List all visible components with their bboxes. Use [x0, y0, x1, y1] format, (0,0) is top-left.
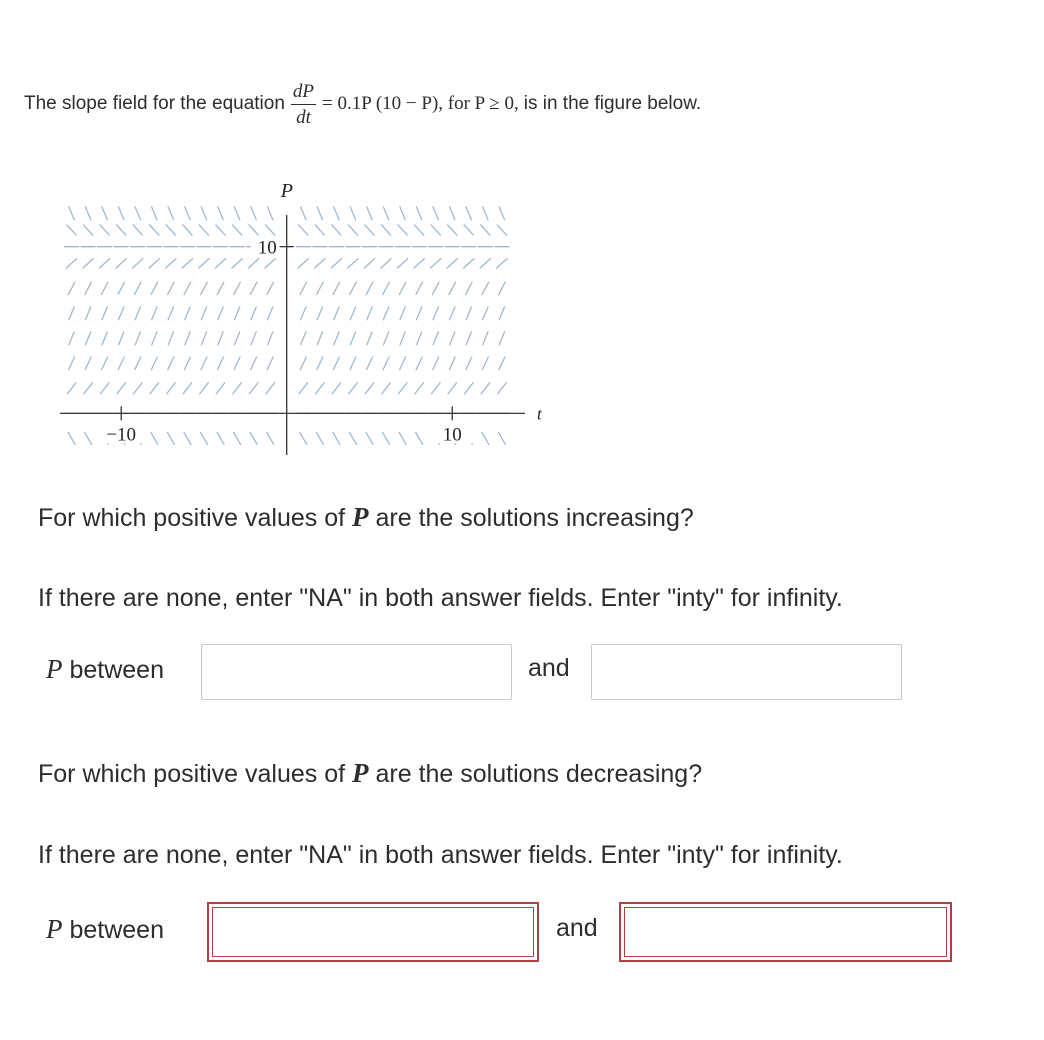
instructions-decreasing: If there are none, enter "NA" in both answer fields. Enter "inty" for infinity. [38, 841, 843, 869]
instructions-increasing: If there are none, enter "NA" in both answer fields. Enter "inty" for infinity. [38, 584, 843, 612]
slope-field-chart [55, 175, 555, 455]
equation-text: = 0.1P (10 − P), for P ≥ 0, [322, 93, 519, 114]
slope-segment [416, 357, 422, 370]
slope-segment [300, 432, 307, 444]
slope-segment [149, 259, 159, 268]
slope-segment [102, 332, 107, 345]
slope-segment [152, 207, 157, 220]
slope-segment [151, 432, 158, 444]
slope-segment [497, 225, 506, 235]
slope-segment [498, 383, 507, 394]
slope-segment [448, 225, 457, 235]
slope-segment [334, 307, 339, 320]
slope-segment [431, 225, 440, 235]
slope-segment [135, 357, 141, 370]
slope-segment [332, 225, 341, 235]
slope-segment [333, 432, 340, 444]
fraction-numerator: dP [292, 80, 315, 102]
slope-segment [218, 357, 224, 370]
slope-segment [431, 383, 440, 394]
slope-segment [217, 432, 224, 444]
slope-segment [135, 332, 140, 345]
slope-segment [102, 207, 107, 220]
slope-segment [250, 282, 257, 294]
slope-segment [218, 207, 223, 220]
slope-segment [482, 357, 488, 370]
slope-segment [85, 307, 90, 320]
slope-segment [432, 282, 439, 294]
slope-segment [267, 432, 274, 444]
question-decreasing [38, 758, 702, 789]
between-label-increasing [46, 654, 164, 685]
slope-segment [66, 259, 76, 268]
slope-segment [248, 259, 258, 268]
slope-segment [151, 282, 158, 294]
slope-segment [298, 259, 308, 268]
slope-segment [464, 225, 473, 235]
slope-segment [185, 332, 190, 345]
between-label-decreasing [46, 914, 164, 945]
slope-segment [382, 383, 391, 394]
decreasing-upper-input[interactable] [621, 904, 950, 960]
slope-segment [300, 357, 306, 370]
slope-segment [267, 357, 273, 370]
slope-segment [483, 307, 488, 320]
slope-segment [333, 282, 340, 294]
slope-segment [249, 383, 258, 394]
slope-segment [301, 332, 306, 345]
slope-segment [349, 432, 356, 444]
slope-segment [416, 207, 421, 220]
slope-segment [251, 332, 256, 345]
slope-segment [498, 432, 505, 444]
slope-segment [182, 259, 192, 268]
question-increasing [38, 502, 694, 533]
slope-segment [232, 259, 242, 268]
slope-segment [100, 225, 109, 235]
slope-segment [483, 332, 488, 345]
slope-segment [399, 282, 406, 294]
slope-segment [466, 357, 472, 370]
slope-segment [383, 432, 390, 444]
slope-segment [85, 357, 91, 370]
slope-segment [266, 383, 275, 394]
slope-segment [69, 332, 74, 345]
slope-segment [348, 225, 357, 235]
slope-segment [183, 383, 192, 394]
question-increasing-prefix: For which positive values of [38, 504, 346, 532]
slope-segment [268, 332, 273, 345]
slope-segment [183, 225, 192, 235]
slope-segment [166, 259, 176, 268]
slope-segment [299, 383, 308, 394]
increasing-upper-field-box [591, 644, 902, 700]
slope-segment [201, 357, 207, 370]
slope-segment [185, 207, 190, 220]
slope-segment [398, 383, 407, 394]
slope-segment [399, 432, 406, 444]
question-decreasing-var: P [352, 758, 369, 788]
slope-segment [301, 207, 306, 220]
slope-segment [133, 383, 142, 394]
slope-segment [150, 225, 159, 235]
slope-segment [133, 259, 143, 268]
slope-segment [69, 307, 74, 320]
slope-segment [364, 259, 374, 268]
slope-segment [251, 307, 256, 320]
slope-segment [499, 207, 504, 220]
slope-segment [117, 225, 126, 235]
slope-segment [250, 432, 257, 444]
between-text-decreasing: between [69, 916, 164, 944]
slope-segment [449, 357, 455, 370]
slope-segment [85, 282, 92, 294]
slope-segment [332, 383, 341, 394]
slope-segment [265, 259, 275, 268]
slope-segment [200, 383, 209, 394]
slope-segment [315, 259, 325, 268]
fraction-denominator: dt [296, 106, 311, 128]
slope-segment [265, 225, 274, 235]
slope-segment [348, 259, 358, 268]
slope-segment [433, 207, 438, 220]
slope-segment [317, 282, 324, 294]
slope-segment [83, 225, 92, 235]
slope-segment [83, 259, 93, 268]
slope-segment [68, 282, 75, 294]
slope-segment [267, 307, 272, 320]
slope-segment [251, 207, 256, 220]
slope-segment [218, 307, 223, 320]
slope-segment [450, 307, 455, 320]
t-tick-label: 10 [442, 424, 462, 446]
slope-segment [216, 225, 225, 235]
slope-segment [102, 357, 108, 370]
slope-segment [483, 207, 488, 220]
slope-segment [317, 332, 322, 345]
slope-segment [216, 383, 225, 394]
slope-segment [367, 207, 372, 220]
slope-segment [184, 282, 191, 294]
slope-segment [447, 259, 457, 268]
slope-segment [431, 259, 441, 268]
slope-segment [201, 282, 208, 294]
slope-segment [317, 307, 322, 320]
p-axis-label: P [280, 180, 293, 202]
slope-segment [400, 332, 405, 345]
decreasing-lower-field-box [207, 902, 539, 962]
slope-segment [349, 383, 358, 394]
slope-segment [400, 207, 405, 220]
intro-prefix: The slope field for the equation [24, 93, 285, 114]
slope-segment [482, 432, 489, 444]
slope-segment [119, 207, 124, 220]
slope-segment [218, 332, 223, 345]
slope-segment [234, 282, 241, 294]
slope-segment [200, 432, 207, 444]
slope-segment [68, 432, 75, 444]
slope-segment [366, 432, 373, 444]
slope-segment [118, 282, 125, 294]
t-tick-label: −10 [106, 424, 137, 446]
slope-segment [499, 332, 504, 345]
slope-segment [350, 207, 355, 220]
slope-segment [201, 207, 206, 220]
slope-segment [233, 383, 242, 394]
slope-segment [166, 225, 175, 235]
slope-segment [333, 357, 339, 370]
slope-segment [85, 432, 92, 444]
slope-segment [416, 307, 421, 320]
slope-segment [201, 307, 206, 320]
slope-segment [482, 282, 489, 294]
slope-segment [267, 282, 274, 294]
slope-segment [381, 225, 390, 235]
slope-segment [366, 282, 373, 294]
slope-segment [85, 207, 90, 220]
between-var-decreasing: P [46, 914, 63, 944]
slope-segment [400, 307, 405, 320]
decreasing-upper-field-box [619, 902, 952, 962]
slope-segment [464, 259, 474, 268]
question-increasing-suffix: are the solutions increasing? [375, 504, 694, 532]
slope-segment [99, 259, 109, 268]
slope-segment [300, 282, 307, 294]
slope-segment [168, 282, 175, 294]
slope-segment [383, 357, 389, 370]
slope-segment [350, 332, 355, 345]
slope-segment [168, 357, 174, 370]
slope-segment [350, 282, 357, 294]
slope-segment [499, 282, 506, 294]
slope-segment [315, 225, 324, 235]
slope-segment [466, 307, 471, 320]
slope-segment [251, 357, 257, 370]
slope-segment [301, 307, 306, 320]
slope-segment [416, 432, 423, 444]
slope-segment [383, 282, 390, 294]
slope-segment [417, 332, 422, 345]
slope-segment [450, 332, 455, 345]
slope-segment [234, 207, 239, 220]
slope-segment [118, 357, 124, 370]
slope-segment [433, 307, 438, 320]
slope-segment [152, 307, 157, 320]
and-label-decreasing: and [556, 914, 598, 942]
slope-segment [232, 225, 241, 235]
slope-segment [135, 207, 140, 220]
slope-segment [466, 332, 471, 345]
slope-segment [499, 357, 505, 370]
slope-segment [119, 307, 124, 320]
slope-segment [267, 207, 272, 220]
slope-segment [133, 225, 142, 235]
slope-segment [185, 307, 190, 320]
slope-segment [201, 332, 206, 345]
and-label-increasing: and [528, 654, 570, 682]
slope-segment [317, 357, 323, 370]
slope-segment [117, 383, 126, 394]
slope-segment [234, 332, 239, 345]
slope-segment [383, 332, 388, 345]
slope-segment [449, 282, 456, 294]
slope-segment [167, 383, 176, 394]
slope-segment [150, 383, 159, 394]
question-decreasing-prefix: For which positive values of [38, 760, 346, 788]
slope-segment [381, 259, 391, 268]
slope-segment [433, 332, 438, 345]
slope-segment [116, 259, 126, 268]
slope-segment [450, 207, 455, 220]
slope-segment [397, 259, 407, 268]
slope-segment [199, 225, 208, 235]
decreasing-lower-input[interactable] [209, 904, 537, 960]
question-decreasing-suffix: are the solutions decreasing? [375, 760, 703, 788]
slope-segment [367, 332, 372, 345]
slope-segment [168, 307, 173, 320]
problem-intro [24, 78, 701, 130]
slope-segment [481, 225, 490, 235]
slope-segment [249, 225, 258, 235]
slope-segment [184, 357, 190, 370]
slope-segment [316, 383, 325, 394]
slope-segment [415, 383, 424, 394]
slope-segment [184, 432, 191, 444]
slope-segment [85, 332, 90, 345]
slope-segment [67, 225, 76, 235]
slope-segment [383, 207, 388, 220]
slope-segment [433, 357, 439, 370]
slope-segment [466, 207, 471, 220]
slope-segment [334, 207, 339, 220]
between-text-increasing: between [69, 656, 164, 684]
increasing-upper-input[interactable] [592, 645, 901, 699]
slope-segment [102, 307, 107, 320]
slope-segment [217, 282, 224, 294]
slope-segment [84, 383, 93, 394]
slope-segment [234, 357, 240, 370]
slope-segment [398, 225, 407, 235]
between-var-increasing: P [46, 654, 63, 684]
t-axis-label: t [537, 404, 542, 424]
slope-segment [215, 259, 225, 268]
intro-suffix: is in the figure below. [523, 93, 702, 114]
slope-segment [365, 225, 374, 235]
slope-segment [481, 383, 490, 394]
slope-segment [350, 357, 356, 370]
increasing-lower-input[interactable] [202, 645, 511, 699]
slope-segment [383, 307, 388, 320]
slope-segment [152, 332, 157, 345]
slope-segment [101, 282, 108, 294]
slope-segment [414, 259, 424, 268]
slope-segment [416, 282, 423, 294]
derivative-fraction [291, 82, 316, 127]
slope-segment [69, 207, 74, 220]
slope-segment [480, 259, 490, 268]
slope-segment [69, 357, 75, 370]
slope-segment [151, 357, 157, 370]
slope-segment [168, 207, 173, 220]
slope-segment [448, 383, 457, 394]
slope-segment [100, 383, 109, 394]
slope-segment [67, 383, 76, 394]
slope-segment [497, 259, 507, 268]
slope-segment [317, 207, 322, 220]
slope-segment [199, 259, 209, 268]
slope-segment [234, 307, 239, 320]
p-tick-label: 10 [257, 237, 277, 259]
slope-segment [316, 432, 323, 444]
slope-segment [167, 432, 174, 444]
slope-segment [134, 282, 141, 294]
slope-segment [168, 332, 173, 345]
slope-segment [135, 307, 140, 320]
slope-segment [466, 282, 473, 294]
slope-segment [119, 332, 124, 345]
slope-segment [367, 307, 372, 320]
slope-segment [414, 225, 423, 235]
slope-segment [366, 357, 372, 370]
question-increasing-var: P [352, 502, 369, 532]
slope-segment [334, 332, 339, 345]
slope-segment [400, 357, 406, 370]
slope-segment [499, 307, 504, 320]
slope-segment [234, 432, 241, 444]
slope-segment [299, 225, 308, 235]
slope-segment [331, 259, 341, 268]
slope-segment [350, 307, 355, 320]
slope-segment [365, 383, 374, 394]
slope-segment [464, 383, 473, 394]
increasing-lower-field-box [201, 644, 512, 700]
